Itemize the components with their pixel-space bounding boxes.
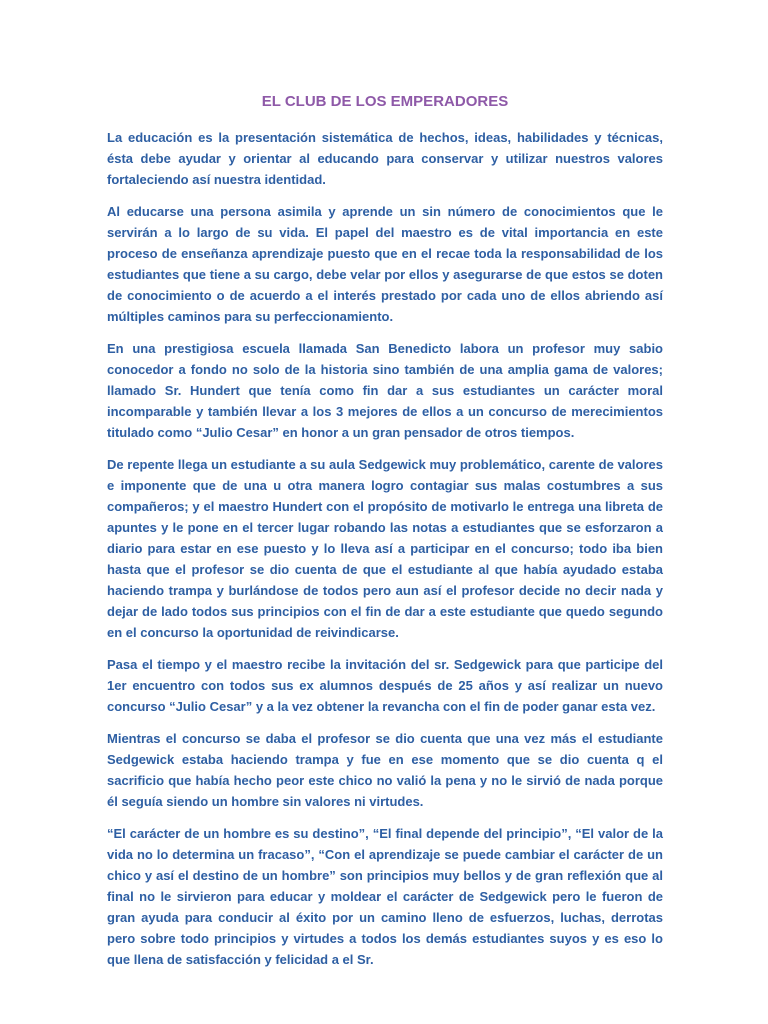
- document-page: [107, 91, 663, 981]
- document-title: EL CLUB DE LOS EMPERADORES: [261, 93, 509, 110]
- paragraph-1: La educación es la presentación sistemática de hechos, ideas, habilidades y técnicas, ésta debe ayudar y orientar al educando para conservar y utilizar nuestros valores fortaleciendo así nuestra identidad.: [107, 130, 663, 187]
- paragraph-7: “El carácter de un hombre es su destino”, “El final depende del principio”, “El valor de la vida no lo determina un fracaso”, “Con el aprendizaje se puede cambiar el carácter de un chico y así el destino de un hombre” son principios muy bellos y de gran reflexión que al final no le sirvieron para educar y moldear el carácter de Sedgewick pero le fueron de gran ayuda para conducir al éxito por un camino lleno de esfuerzos, luchas, derrotas pero sobre todo principios y virtudes a todos los demás estudiantes suyos y es eso lo que llena de satisfacción y felicidad a el Sr.: [107, 826, 663, 967]
- paragraph-6: Mientras el concurso se daba el profesor se dio cuenta que una vez más el estudiante Sedgewick estaba haciendo trampa y fue en ese momento que se dio cuenta q el sacrificio que había hecho peor este chico no valió la pena y no le sirvió de nada porque él seguía siendo un hombre sin valores ni virtudes.: [107, 731, 663, 809]
- paragraph-3: En una prestigiosa escuela llamada San Benedicto labora un profesor muy sabio conocedor a fondo no solo de la historia sino también de una amplia gama de valores; llamado Sr. Hundert que tenía como fin dar a sus estudiantes un carácter moral incomparable y también llevar a los 3 mejores de ellos a un concurso de merecimientos titulado como “Julio Cesar” en honor a un gran pensador de otros tiempos.: [107, 341, 663, 440]
- paragraph-4: De repente llega un estudiante a su aula Sedgewick muy problemático, carente de valores e imponente que de una u otra manera logro contagiar sus malas costumbres a sus compañeros; y el maestro Hundert con el propósito de motivarlo le entrega una libreta de apuntes y le pone en el tercer lugar robando las notas a estudiantes que se esforzaron a diario para estar en ese puesto y lo lleva así a participar en el concurso; todo iba bien hasta que el profesor se dio cuenta de que el estudiante al que había ayudado estaba haciendo trampa y burlándose de todos pero aun así el profesor decide no decir nada y dejar de lado todos sus principios con el fin de dar a este estudiante que quedo segundo en el concurso la oportunidad de reivindicarse.: [107, 457, 663, 640]
- paragraph-2: Al educarse una persona asimila y aprende un sin número de conocimientos que le servirán a lo largo de su vida. El papel del maestro es de vital importancia en este proceso de enseñanza aprendizaje puesto que en el recae toda la responsabilidad de los estudiantes que tiene a su cargo, debe velar por ellos y asegurarse de que estos se doten de conocimiento o de acuerdo a el interés prestado por cada uno de ellos abriendo así múltiples caminos para su perfeccionamiento.: [107, 204, 663, 324]
- paragraph-5: Pasa el tiempo y el maestro recibe la invitación del sr. Sedgewick para que participe del 1er encuentro con todos sus ex alumnos después de 25 años y así realizar un nuevo concurso “Julio Cesar” y a la vez obtener la revancha con el fin de poder ganar esta vez.: [107, 657, 663, 714]
